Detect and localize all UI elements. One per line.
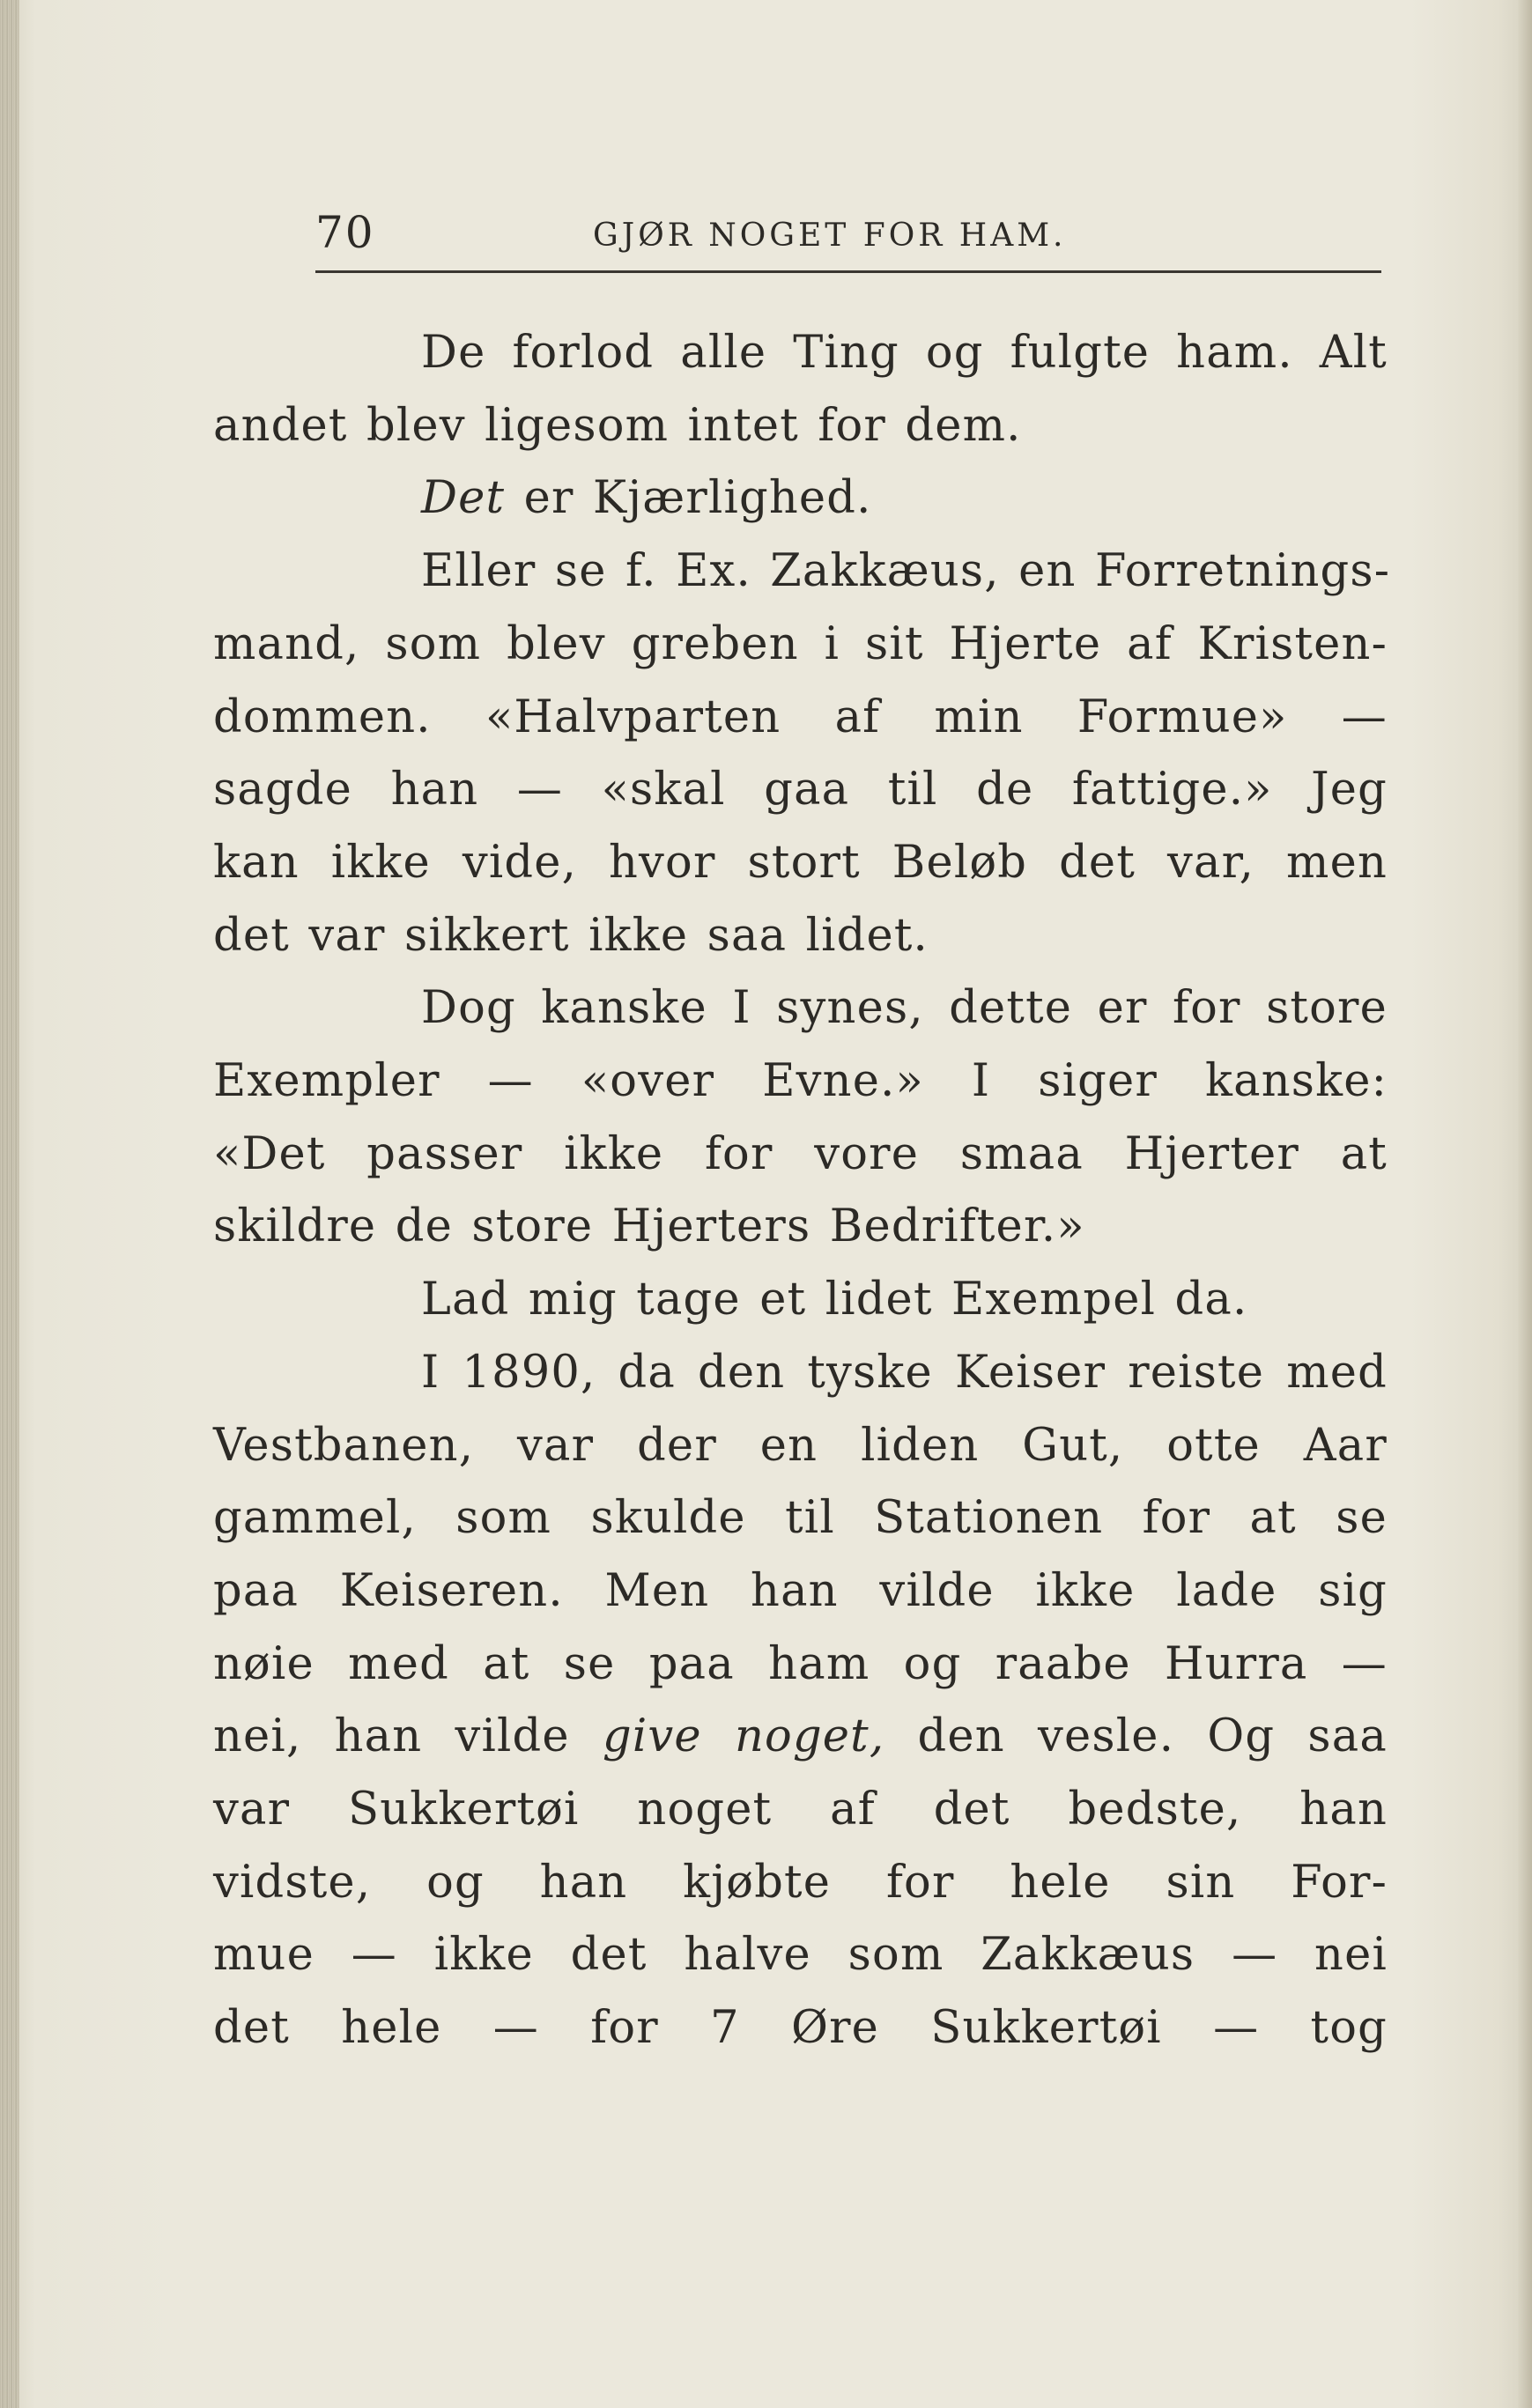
text-line: det var sikkert ikke saa lidet. bbox=[213, 909, 929, 962]
text-line: andet blev ligesom intet for dem. bbox=[213, 399, 1022, 452]
text-fragment: er Kjærlighed. bbox=[505, 472, 872, 525]
text-line: mand, som blev greben i sit Hjerte af Kristen- bbox=[213, 617, 1388, 670]
body-text bbox=[213, 317, 1391, 2065]
text-line: Dog kanske I synes, dette er for store bbox=[421, 982, 1388, 1035]
text-line: vidste, og han kjøbte for hele sin For- bbox=[213, 1856, 1388, 1909]
page-right-edge bbox=[1518, 0, 1532, 2408]
paragraph-6 bbox=[213, 1337, 1388, 2065]
text-line: skildre de store Hjerters Bedrifter.» bbox=[213, 1200, 1085, 1253]
header-rule bbox=[315, 270, 1381, 273]
text-line: paa Keiseren. Men han vilde ikke lade sig bbox=[213, 1564, 1388, 1617]
text-line: De forlod alle Ting og fulgte ham. Alt bbox=[421, 327, 1388, 379]
page-binding-edge bbox=[0, 0, 19, 2408]
paragraph-5 bbox=[317, 1264, 1388, 1337]
page-header bbox=[315, 204, 1381, 273]
paragraph-3 bbox=[213, 536, 1391, 972]
paragraph-2 bbox=[317, 462, 1388, 536]
italic-text: Det bbox=[421, 472, 506, 525]
text-line: Exempler — «over Evne.» I siger kanske: bbox=[213, 1055, 1388, 1108]
italic-text: give noget, bbox=[603, 1710, 885, 1763]
running-head: GJØR NOGET FOR HAM. bbox=[593, 218, 1067, 254]
text-fragment: den vesle. Og saa bbox=[884, 1710, 1388, 1763]
text-line: «Det passer ikke for vore smaa Hjerter at bbox=[213, 1127, 1388, 1180]
paragraph-1 bbox=[213, 317, 1388, 462]
text-fragment: nei, han vilde bbox=[213, 1710, 603, 1763]
page-number: 70 bbox=[315, 207, 375, 258]
text-line: sagde han — «skal gaa til de fattige.» Jeg bbox=[213, 764, 1388, 816]
text-line bbox=[213, 1701, 1388, 1774]
text-line: det hele — for 7 Øre Sukkertøi — tog bbox=[213, 2002, 1388, 2055]
text-line: nøie med at se paa ham og raabe Hurra — bbox=[213, 1637, 1388, 1690]
text-line: var Sukkertøi noget af det bedste, han bbox=[213, 1784, 1388, 1836]
text-line bbox=[317, 462, 1388, 536]
text-line: Vestbanen, var der en liden Gut, otte Aar bbox=[213, 1419, 1388, 1472]
text-line: Lad mig tage et lidet Exempel da. bbox=[421, 1274, 1248, 1326]
paragraph-4 bbox=[213, 972, 1388, 1264]
text-line: kan ikke vide, hvor stort Beløb det var, men bbox=[213, 836, 1388, 889]
text-line: I 1890, da den tyske Keiser reiste med bbox=[421, 1346, 1388, 1399]
text-line: gammel, som skulde til Stationen for at se bbox=[213, 1492, 1388, 1545]
text-line: dommen. «Halvparten af min Formue» — bbox=[213, 691, 1388, 743]
text-line: Eller se f. Ex. Zakkæus, en Forretnings- bbox=[421, 545, 1391, 598]
text-line: mue — ikke det halve som Zakkæus — nei bbox=[213, 1929, 1388, 1982]
